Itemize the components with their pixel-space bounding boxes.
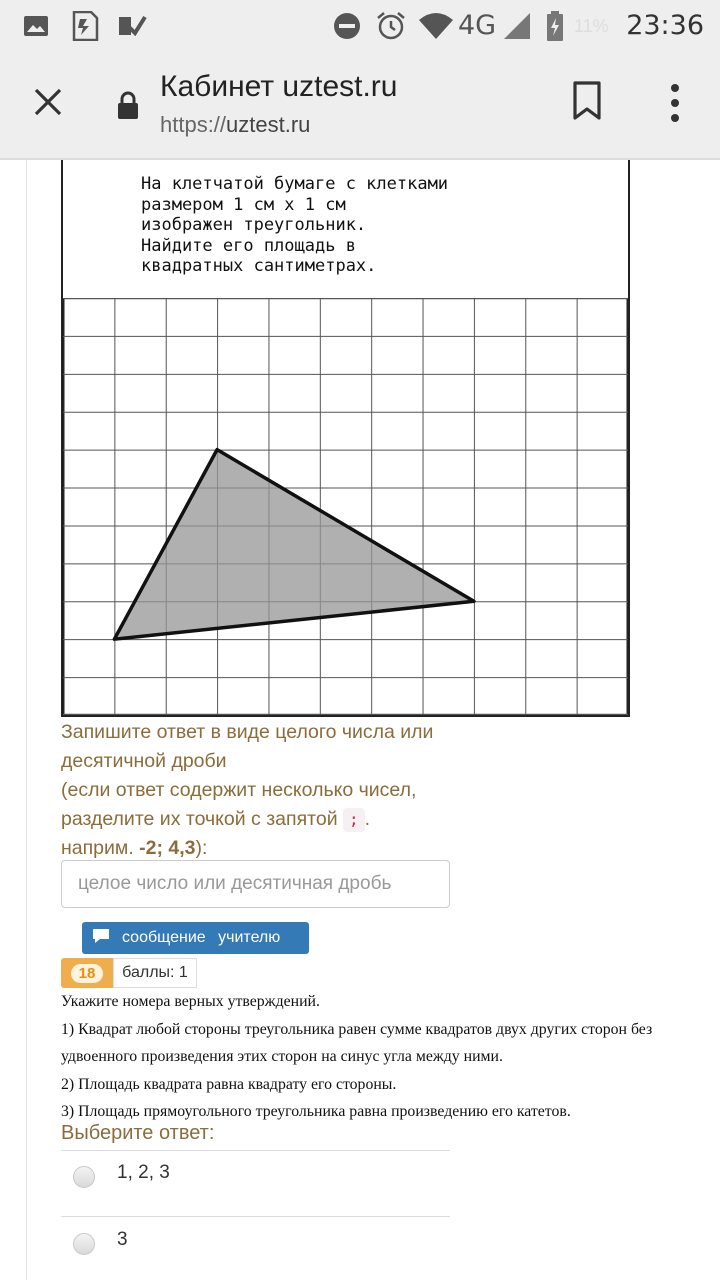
url-scheme: https:// bbox=[160, 112, 227, 137]
separator-code: ; bbox=[343, 808, 365, 832]
page-title[interactable]: Кабинет uztest.ru bbox=[160, 70, 398, 103]
radio-button[interactable] bbox=[73, 1166, 95, 1188]
grid-figure bbox=[63, 298, 628, 715]
url-bar[interactable] bbox=[160, 112, 310, 138]
image-icon bbox=[22, 0, 50, 52]
content-border bbox=[26, 160, 27, 1280]
battery-percent: 11% bbox=[574, 16, 609, 36]
close-icon[interactable] bbox=[22, 76, 74, 128]
network-type: 4G bbox=[458, 10, 497, 41]
instruction-line2: (если ответ содержит несколько чисел, разделите их точкой с запятой bbox=[61, 779, 417, 830]
question-text: Укажите номера верных утверждений. bbox=[61, 993, 320, 1010]
bookmark-icon[interactable] bbox=[570, 80, 606, 124]
statement-1: 1) Квадрат любой стороны треугольника равен сумме квадратов двух других сторон без удвоенного произведения этих сторон на синус угла между ними. bbox=[61, 1020, 653, 1065]
example-value: -2; 4,3 bbox=[139, 837, 196, 859]
statement-2: 2) Площадь квадрата равна квадрату его стороны. bbox=[61, 1075, 397, 1093]
comment-icon bbox=[92, 928, 110, 949]
check-icon bbox=[116, 0, 148, 52]
more-vert-icon[interactable] bbox=[660, 78, 690, 128]
task-image bbox=[61, 160, 630, 717]
triangle bbox=[114, 450, 474, 640]
wifi-icon bbox=[418, 0, 454, 52]
answer-option[interactable] bbox=[61, 1148, 450, 1208]
example-prefix: наприм. bbox=[61, 837, 134, 859]
task-image-text: На клетчатой бумаге с клетками размером 1 см х 1 см изображен треугольник. Найдите его площадь в квадратных сантиметрах. bbox=[141, 174, 449, 276]
url-host: uztest.ru bbox=[226, 112, 311, 137]
radio-button[interactable] bbox=[73, 1233, 95, 1255]
question-text-block bbox=[61, 988, 701, 1126]
instruction-line2-end: . bbox=[364, 808, 371, 830]
answer-input[interactable] bbox=[61, 860, 450, 908]
message-teacher-button[interactable] bbox=[82, 922, 309, 954]
page-content bbox=[0, 160, 720, 1280]
message-teacher-label: сообщение учителю bbox=[122, 929, 281, 946]
status-bar bbox=[0, 0, 720, 52]
question-score: баллы: 1 bbox=[113, 958, 197, 988]
instruction-line1: Запишите ответ в виде целого числа или десятичной дроби bbox=[61, 721, 434, 772]
choose-answer-label: Выберите ответ: bbox=[61, 1122, 215, 1144]
battery-icon bbox=[544, 0, 566, 52]
lock-icon bbox=[116, 90, 140, 120]
answer-option[interactable] bbox=[61, 1215, 450, 1275]
sim-icon bbox=[70, 0, 100, 52]
question-number-badge bbox=[61, 958, 113, 988]
question-number: 18 bbox=[71, 964, 104, 983]
alarm-icon bbox=[374, 0, 408, 52]
answer-instructions bbox=[61, 718, 481, 863]
example-suffix: ): bbox=[195, 837, 208, 859]
option-label: 3 bbox=[117, 1229, 128, 1250]
signal-icon bbox=[502, 0, 532, 52]
clock: 23:36 bbox=[626, 10, 704, 41]
browser-toolbar bbox=[0, 52, 720, 160]
statement-3: 3) Площадь прямоугольного треугольника равна произведению его катетов. bbox=[61, 1103, 571, 1120]
dnd-icon bbox=[332, 0, 362, 52]
option-label: 1, 2, 3 bbox=[117, 1162, 170, 1183]
